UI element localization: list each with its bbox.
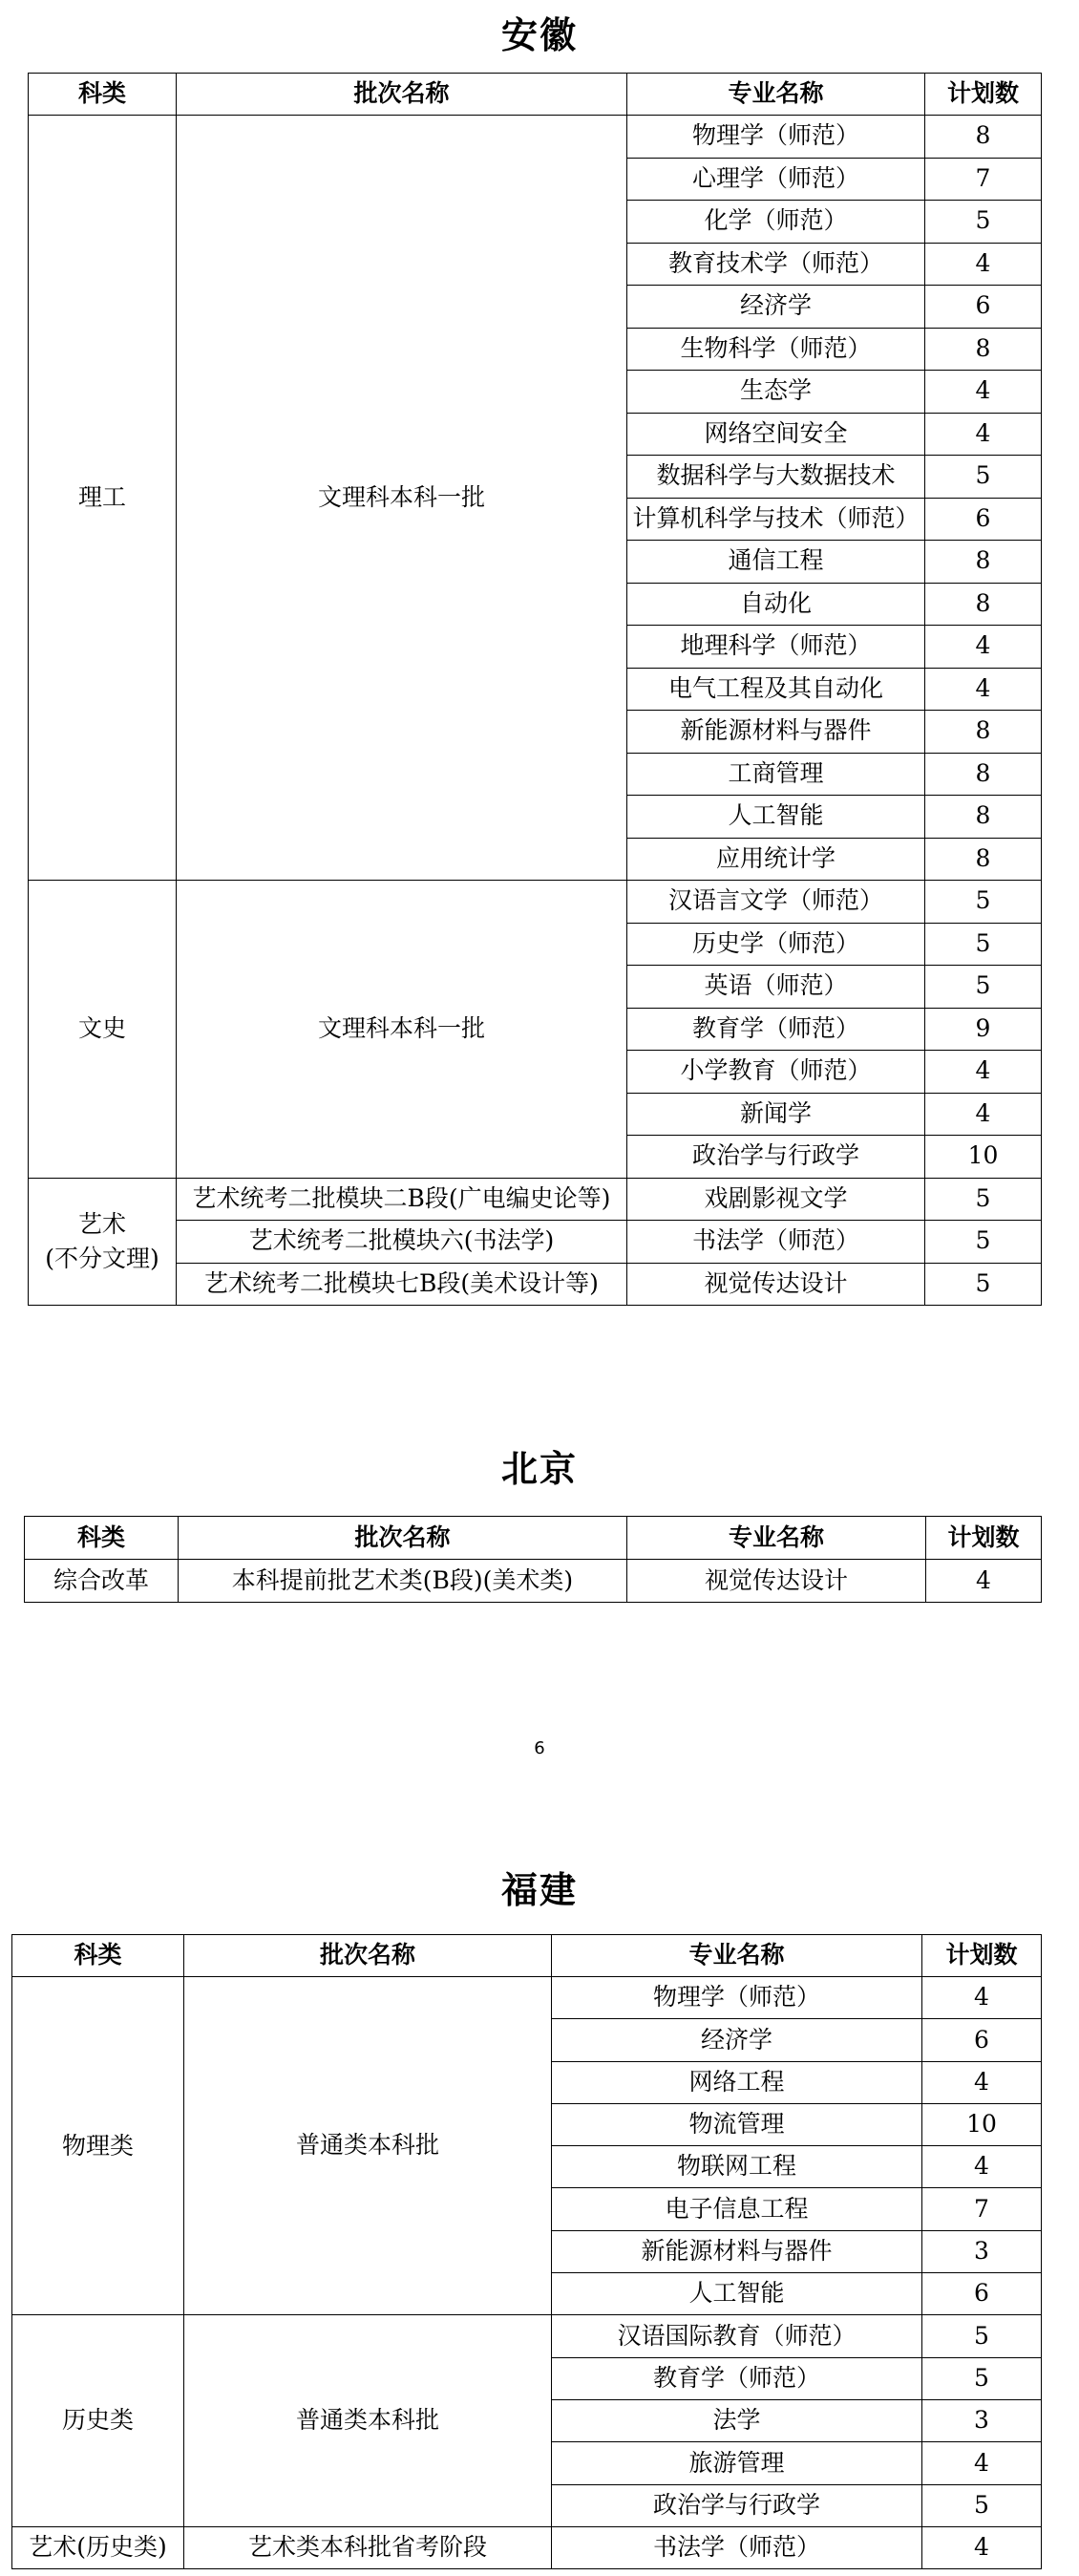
header-category: 科类	[12, 1935, 184, 1977]
major-cell: 化学（师范）	[627, 201, 925, 244]
plan-count-cell: 8	[925, 838, 1042, 881]
major-cell: 网络工程	[552, 2061, 922, 2103]
batch-cell: 艺术类本科批省考阶段	[184, 2526, 552, 2568]
plan-count-cell: 8	[925, 796, 1042, 839]
major-cell: 工商管理	[627, 753, 925, 796]
plan-count-cell: 5	[925, 923, 1042, 966]
table-row	[12, 2315, 1042, 2357]
plan-count-cell: 5	[925, 1221, 1042, 1264]
section-title-beijing: 北京	[500, 1447, 578, 1490]
plan-count-cell: 4	[926, 1560, 1042, 1603]
admission-plan-table-fujian	[11, 1934, 1042, 2569]
major-cell: 应用统计学	[627, 838, 925, 881]
plan-count-cell: 8	[925, 583, 1042, 626]
major-cell: 自动化	[627, 583, 925, 626]
section-title-fujian: 福建	[500, 1868, 578, 1911]
plan-count-cell: 7	[922, 2188, 1042, 2230]
major-cell: 政治学与行政学	[627, 1136, 925, 1179]
plan-count-cell: 5	[925, 456, 1042, 499]
plan-count-cell: 10	[925, 1136, 1042, 1179]
header-major: 专业名称	[552, 1935, 922, 1977]
table-row	[25, 1560, 1042, 1603]
major-cell: 电气工程及其自动化	[627, 668, 925, 711]
plan-count-cell: 4	[925, 668, 1042, 711]
plan-count-cell: 5	[925, 1263, 1042, 1306]
header-category: 科类	[29, 74, 177, 116]
table-header-row	[29, 74, 1042, 116]
major-cell: 书法学（师范）	[627, 1221, 925, 1264]
major-cell: 旅游管理	[552, 2442, 922, 2484]
major-cell: 教育技术学（师范）	[627, 243, 925, 286]
plan-count-cell: 5	[925, 966, 1042, 1009]
header-batch: 批次名称	[184, 1935, 552, 1977]
batch-cell: 普通类本科批	[184, 1977, 552, 2315]
major-cell: 物流管理	[552, 2103, 922, 2145]
plan-count-cell: 5	[922, 2357, 1042, 2399]
major-cell: 数据科学与大数据技术	[627, 456, 925, 499]
major-cell: 新闻学	[627, 1093, 925, 1136]
major-cell: 戏剧影视文学	[627, 1178, 925, 1221]
category-cell: 理工	[29, 116, 177, 881]
plan-count-cell: 7	[925, 158, 1042, 201]
major-cell: 电子信息工程	[552, 2188, 922, 2230]
batch-cell: 文理科本科一批	[177, 116, 627, 881]
major-cell: 视觉传达设计	[627, 1560, 926, 1603]
major-cell: 新能源材料与器件	[627, 711, 925, 754]
major-cell: 经济学	[627, 286, 925, 329]
plan-count-cell: 4	[922, 2442, 1042, 2484]
table-row	[29, 1221, 1042, 1264]
major-cell: 心理学（师范）	[627, 158, 925, 201]
major-cell: 教育学（师范）	[552, 2357, 922, 2399]
plan-count-cell: 4	[922, 2061, 1042, 2103]
plan-count-cell: 5	[922, 2315, 1042, 2357]
major-cell: 经济学	[552, 2019, 922, 2061]
table-row	[12, 1977, 1042, 2019]
category-cell: 艺术(历史类)	[12, 2526, 184, 2568]
header-batch: 批次名称	[177, 74, 627, 116]
plan-count-cell: 6	[925, 498, 1042, 541]
table-row	[12, 2526, 1042, 2568]
plan-count-cell: 4	[925, 371, 1042, 414]
major-cell: 小学教育（师范）	[627, 1051, 925, 1094]
category-cell: 综合改革	[25, 1560, 179, 1603]
plan-count-cell: 8	[925, 711, 1042, 754]
header-major: 专业名称	[627, 1517, 926, 1560]
batch-cell: 艺术统考二批模块七B段(美术设计等)	[177, 1263, 627, 1306]
plan-count-cell: 4	[922, 2526, 1042, 2568]
major-cell: 人工智能	[552, 2273, 922, 2315]
batch-cell: 本科提前批艺术类(B段)(美术类)	[179, 1560, 627, 1603]
header-batch: 批次名称	[179, 1517, 627, 1560]
header-category: 科类	[25, 1517, 179, 1560]
admission-plan-table-beijing	[24, 1516, 1042, 1603]
table-row	[29, 1263, 1042, 1306]
batch-cell: 艺术统考二批模块六(书法学)	[177, 1221, 627, 1264]
batch-cell: 普通类本科批	[184, 2315, 552, 2526]
major-cell: 生态学	[627, 371, 925, 414]
major-cell: 生物科学（师范）	[627, 328, 925, 371]
major-cell: 英语（师范）	[627, 966, 925, 1009]
plan-count-cell: 5	[925, 1178, 1042, 1221]
major-cell: 网络空间安全	[627, 413, 925, 456]
header-major: 专业名称	[627, 74, 925, 116]
major-cell: 汉语国际教育（师范）	[552, 2315, 922, 2357]
major-cell: 新能源材料与器件	[552, 2230, 922, 2272]
plan-count-cell: 4	[925, 1093, 1042, 1136]
table-row	[29, 116, 1042, 159]
table-header-row	[25, 1517, 1042, 1560]
plan-count-cell: 9	[925, 1008, 1042, 1051]
batch-cell: 艺术统考二批模块二B段(广电编史论等)	[177, 1178, 627, 1221]
major-cell: 计算机科学与技术（师范）	[627, 498, 925, 541]
major-cell: 法学	[552, 2399, 922, 2441]
major-cell: 物理学（师范）	[552, 1977, 922, 2019]
table-header-row	[12, 1935, 1042, 1977]
plan-count-cell: 8	[925, 328, 1042, 371]
major-cell: 政治学与行政学	[552, 2484, 922, 2526]
batch-cell: 文理科本科一批	[177, 881, 627, 1179]
plan-count-cell: 5	[922, 2484, 1042, 2526]
plan-count-cell: 6	[922, 2019, 1042, 2061]
plan-count-cell: 4	[922, 2146, 1042, 2188]
plan-count-cell: 4	[925, 243, 1042, 286]
major-cell: 汉语言文学（师范）	[627, 881, 925, 924]
plan-count-cell: 4	[922, 1977, 1042, 2019]
plan-count-cell: 3	[922, 2230, 1042, 2272]
category-cell: 文史	[29, 881, 177, 1179]
plan-count-cell: 6	[922, 2273, 1042, 2315]
plan-count-cell: 3	[922, 2399, 1042, 2441]
header-plan: 计划数	[922, 1935, 1042, 1977]
major-cell: 历史学（师范）	[627, 923, 925, 966]
category-cell: 艺术 (不分文理)	[29, 1178, 177, 1306]
page-number: 6	[534, 1738, 545, 1758]
major-cell: 人工智能	[627, 796, 925, 839]
header-plan: 计划数	[925, 74, 1042, 116]
major-cell: 物联网工程	[552, 2146, 922, 2188]
category-cell: 历史类	[12, 2315, 184, 2526]
plan-count-cell: 5	[925, 201, 1042, 244]
admission-plan-table-anhui	[28, 73, 1042, 1306]
plan-count-cell: 8	[925, 116, 1042, 159]
major-cell: 物理学（师范）	[627, 116, 925, 159]
plan-count-cell: 8	[925, 541, 1042, 584]
category-cell: 物理类	[12, 1977, 184, 2315]
table-row	[29, 1178, 1042, 1221]
major-cell: 通信工程	[627, 541, 925, 584]
plan-count-cell: 8	[925, 753, 1042, 796]
header-plan: 计划数	[926, 1517, 1042, 1560]
major-cell: 视觉传达设计	[627, 1263, 925, 1306]
section-title-anhui: 安徽	[500, 13, 578, 56]
plan-count-cell: 6	[925, 286, 1042, 329]
major-cell: 书法学（师范）	[552, 2526, 922, 2568]
plan-count-cell: 5	[925, 881, 1042, 924]
plan-count-cell: 10	[922, 2103, 1042, 2145]
major-cell: 地理科学（师范）	[627, 626, 925, 669]
major-cell: 教育学（师范）	[627, 1008, 925, 1051]
table-row	[29, 881, 1042, 924]
plan-count-cell: 4	[925, 413, 1042, 456]
plan-count-cell: 4	[925, 626, 1042, 669]
plan-count-cell: 4	[925, 1051, 1042, 1094]
